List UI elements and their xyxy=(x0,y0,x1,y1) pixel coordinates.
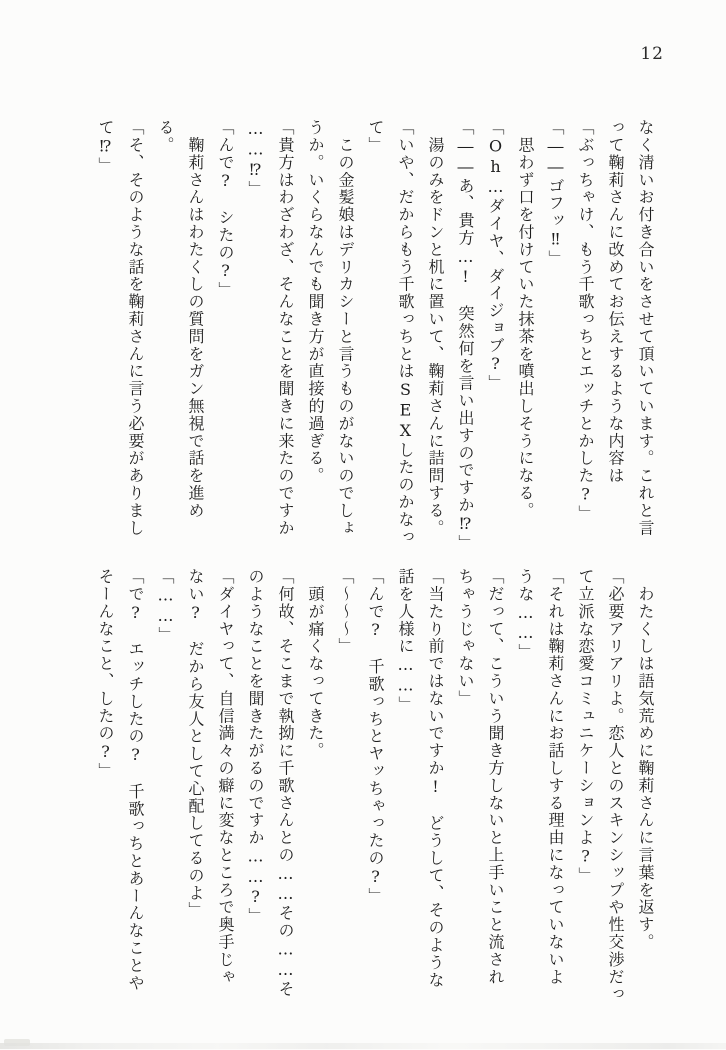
text-column: ない? だから友人として心配してるのよ」 xyxy=(186,568,205,919)
text-column: 湯のみをドンと机に置いて、鞠莉さんに詰問する。 xyxy=(426,119,445,537)
text-column: 「それは鞠莉さんにお話しする理由になっていないよ xyxy=(546,568,565,986)
text-column: 「ぶっちゃけ、もう千歌っちとエッチとかした?」 xyxy=(576,119,595,523)
text-column: 「んで? 千歌っちとヤッちゃったの?」 xyxy=(366,568,385,905)
text-section-bottom xyxy=(90,568,660,1008)
text-column: 話を人様に……」 xyxy=(396,568,415,714)
text-column: ちゃうじゃない」 xyxy=(456,568,475,708)
text-column: 「――あ、貴方…! 突然何を言い出すのですか⁉」 xyxy=(456,119,475,552)
text-column: 「だって、こういう聞き方しないと上手いこと流され xyxy=(486,568,505,986)
text-column: うな……」 xyxy=(516,568,535,661)
text-column: て⁉」 xyxy=(96,119,115,175)
page-number: 12 xyxy=(640,44,664,64)
text-column: 「必要アリアリよ。恋人とのスキンシップや性交渉だっ xyxy=(606,568,625,1003)
text-column: のようなことを聞きたがるのですか……?」 xyxy=(246,568,265,925)
text-column: て立派な恋愛コミュニケーションよ?」 xyxy=(576,568,595,885)
text-column: 「――ゴフッ‼」 xyxy=(546,119,565,268)
text-column: そーんなこと、したの?」 xyxy=(96,568,115,780)
text-column: 「〜〜〜」 xyxy=(336,568,355,655)
scan-edge-artifact xyxy=(0,1043,726,1049)
text-column: 「いや、だからもう千歌っちとはSEXしたのかなっ xyxy=(396,119,415,546)
text-column: この金髪娘はデリカシーと言うものがないのでしょ xyxy=(336,119,355,537)
text-column: 「んで? シたの?」 xyxy=(216,119,235,299)
text-column: 「そ、そのような話を鞠莉さんに言う必要がありまし xyxy=(126,119,145,537)
text-column: うか。いくらなんでも聞き方が直接的過ぎる。 xyxy=(306,119,325,485)
text-column: ……⁉」 xyxy=(246,119,265,198)
text-column: 頭が痛くなってきた。 xyxy=(306,568,325,760)
text-column: 鞠莉さんはわたくしの質問をガン無視で話を進め xyxy=(186,119,205,520)
text-column: 「貴方はわざわざ、そんなことを聞きに来たのですか xyxy=(276,119,295,537)
text-column: って鞠莉さんに改めてお伝えするような内容は xyxy=(606,119,625,485)
text-column: なく清いお付き合いをさせて頂いています。これと言 xyxy=(636,119,655,537)
text-section-top xyxy=(90,119,660,559)
text-column: 「当たり前ではないですか! どうして、そのような xyxy=(426,568,445,989)
text-column: 「ダイヤって、自信満々の癖に変なところで奥手じゃ xyxy=(216,568,235,986)
text-column: わたくしは語気荒めに鞠莉さんに言葉を返す。 xyxy=(636,568,655,951)
scan-smudge-artifact xyxy=(4,1039,30,1046)
text-column: る。 xyxy=(156,119,175,154)
text-column: 「……」 xyxy=(156,568,175,644)
text-column: 思わず口を付けていた抹茶を噴出しそうになる。 xyxy=(516,119,535,520)
text-column: 「何故、そこまで執拗に千歌さんとの……その……そ xyxy=(276,568,295,998)
text-column: 「で? エッチしたの? 千歌っちとあーんなことや xyxy=(126,568,145,992)
text-column: て」 xyxy=(366,119,385,154)
text-column: 「Oh…ダイヤ、ダイジョブ?」 xyxy=(486,119,505,392)
